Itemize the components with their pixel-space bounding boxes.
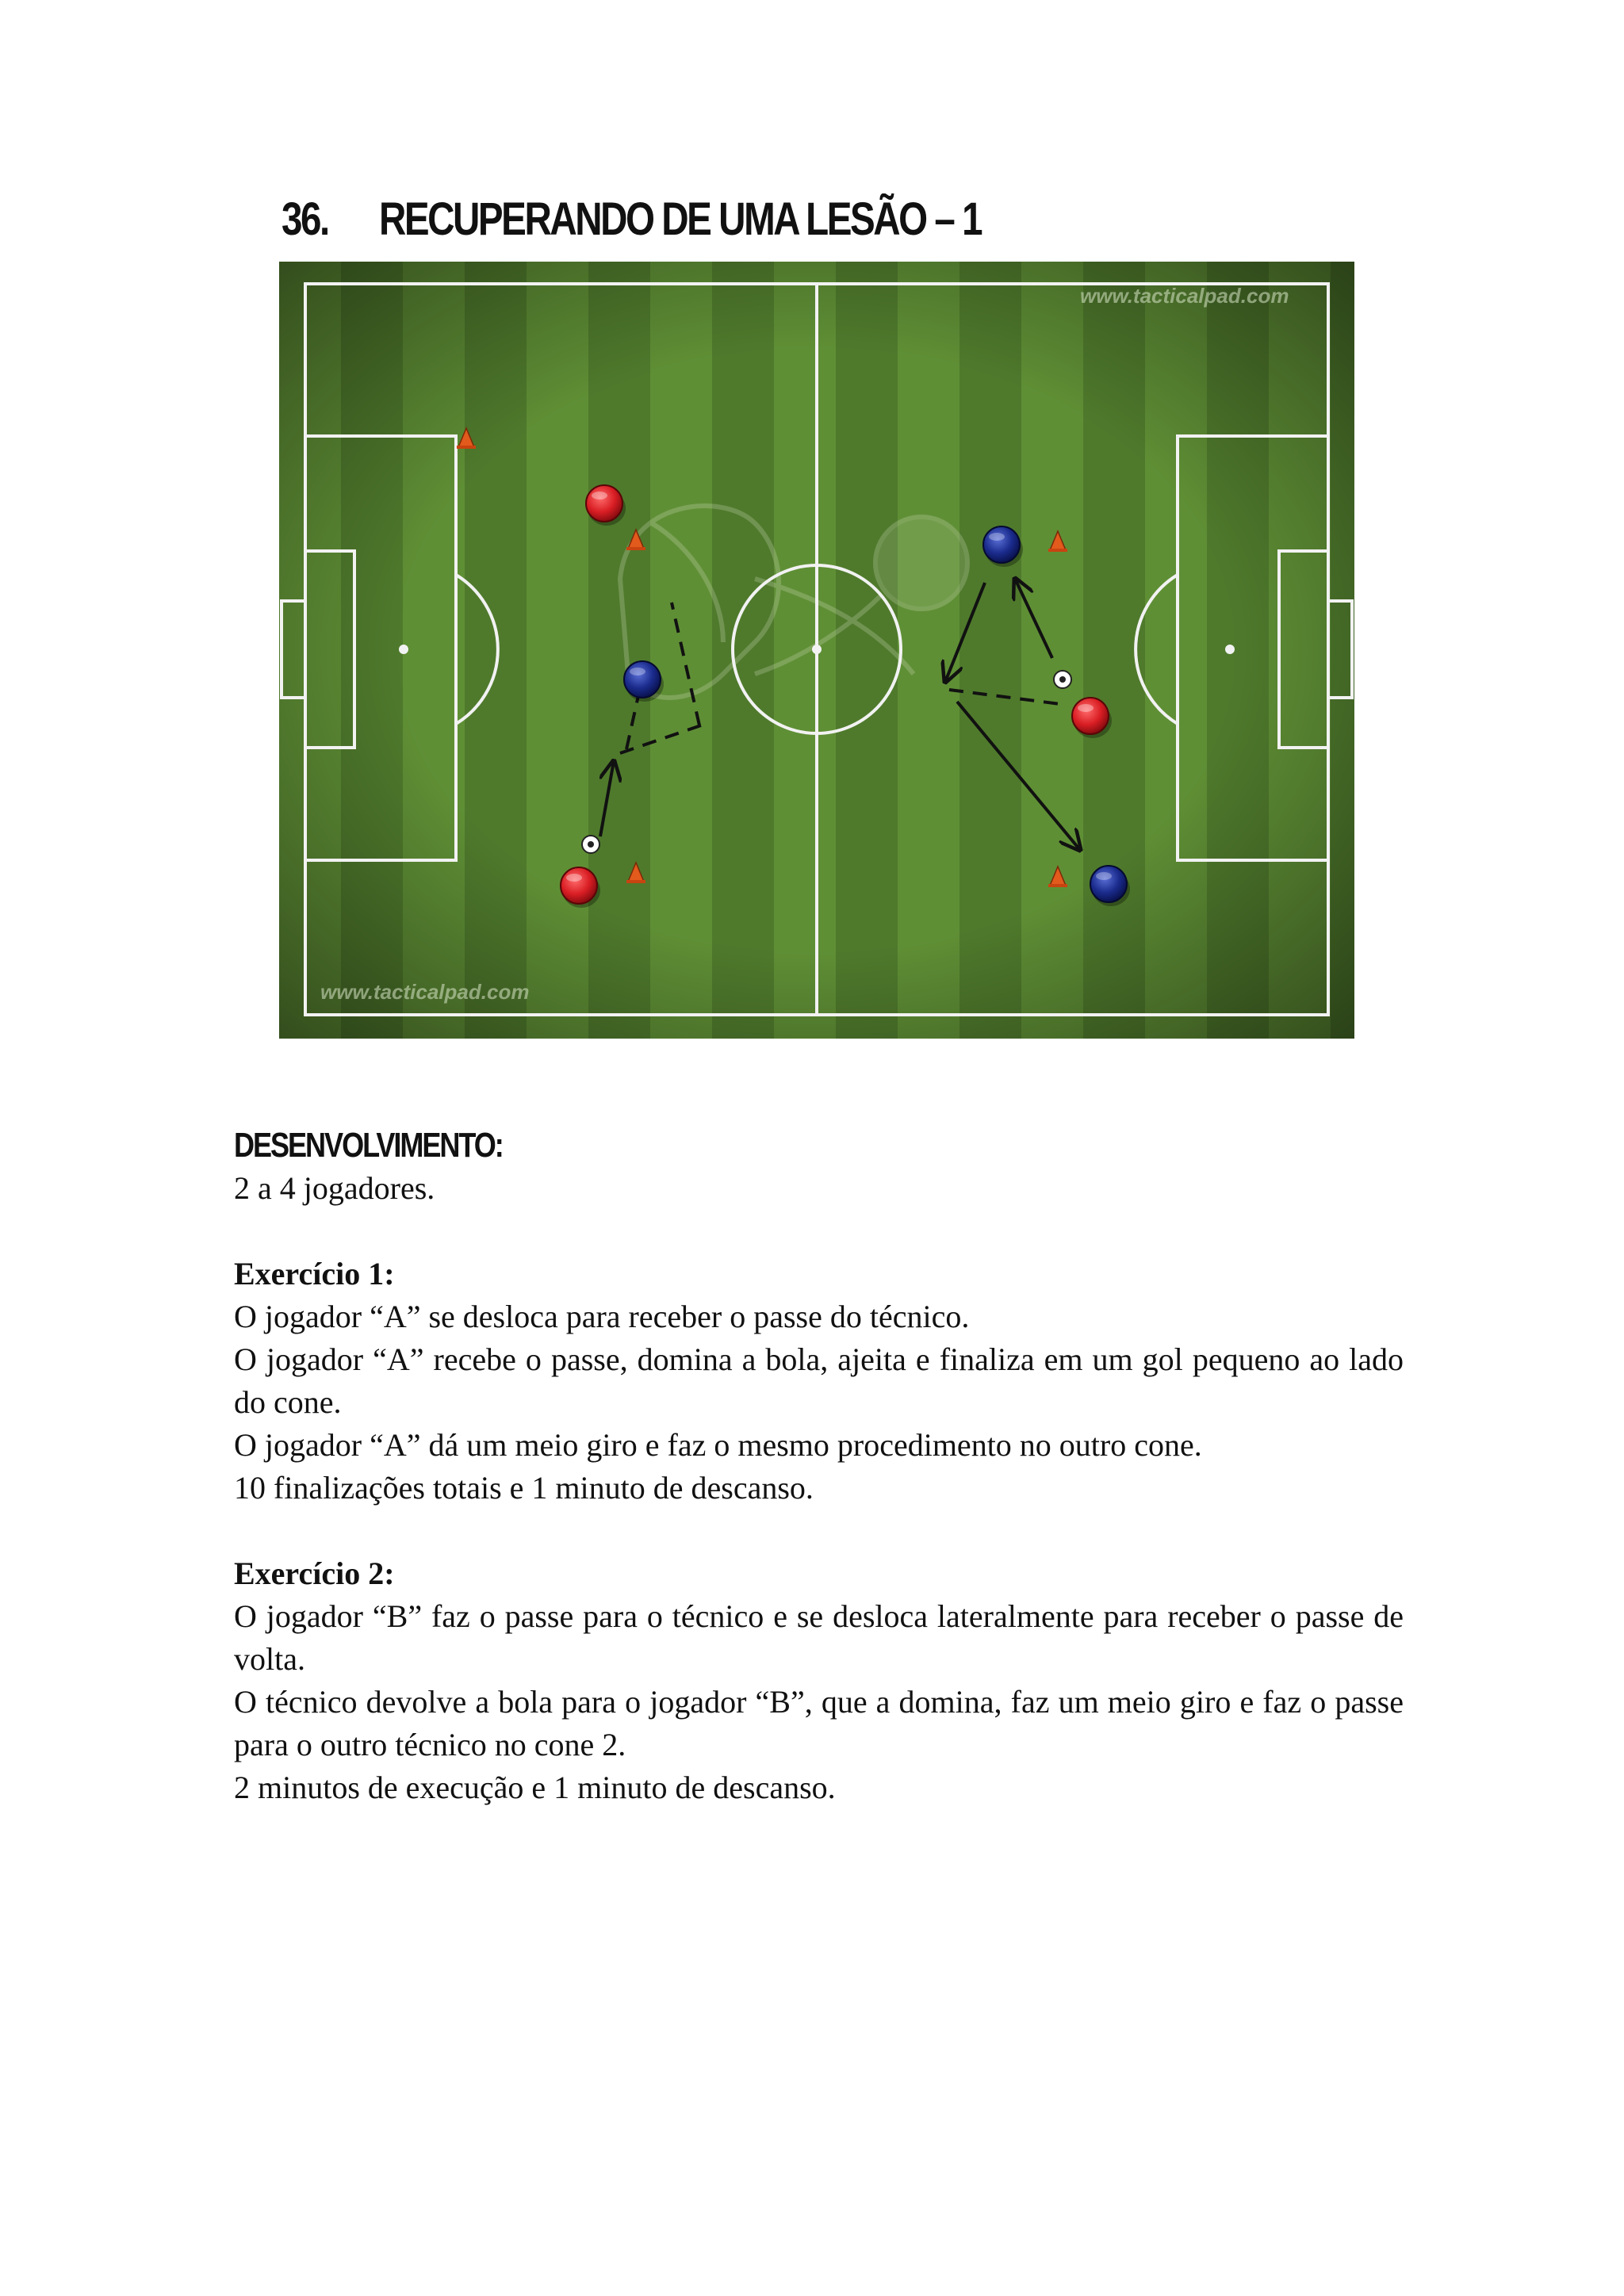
exercise-2-title: Exercício 2: bbox=[234, 1556, 395, 1591]
watermark-bottom: www.tacticalpad.com bbox=[320, 980, 530, 1004]
players-count: 2 a 4 jogadores. bbox=[234, 1170, 435, 1206]
exercise-1-line: O jogador “A” recebe o passe, domina a bola, ajeita e finaliza em um gol pequeno ao lado do cone. bbox=[234, 1341, 1404, 1420]
tactical-diagram bbox=[279, 262, 1354, 1039]
spacer bbox=[234, 1510, 1404, 1552]
exercise-1-title: Exercício 1: bbox=[234, 1256, 395, 1292]
body-text bbox=[234, 1124, 1404, 1809]
page-title bbox=[282, 193, 982, 245]
section-number: 36. bbox=[282, 193, 328, 245]
exercise-2-line: O técnico devolve a bola para o jogador “B”, que a domina, faz um meio giro e faz o passe para o outro técnico no cone 2. bbox=[234, 1684, 1404, 1762]
ball-icon bbox=[1054, 671, 1071, 688]
exercise-1-line: 10 finalizações totais e 1 minuto de descanso. bbox=[234, 1470, 814, 1506]
section-heading: DESENVOLVIMENTO: bbox=[234, 1126, 503, 1165]
spacer bbox=[234, 1210, 1404, 1253]
exercise-2-line: O jogador “B” faz o passe para o técnico e se desloca lateralmente para receber o passe de volta. bbox=[234, 1598, 1404, 1677]
watermark-top: www.tacticalpad.com bbox=[1080, 284, 1289, 308]
section-title: RECUPERANDO DE UMA LESÃO – 1 bbox=[379, 193, 982, 245]
ball-icon bbox=[582, 836, 599, 853]
exercise-2-line: 2 minutos de execução e 1 minuto de descanso. bbox=[234, 1770, 836, 1805]
exercise-1-line: O jogador “A” dá um meio giro e faz o mesmo procedimento no outro cone. bbox=[234, 1427, 1202, 1463]
exercise-1-line: O jogador “A” se desloca para receber o passe do técnico. bbox=[234, 1299, 970, 1334]
